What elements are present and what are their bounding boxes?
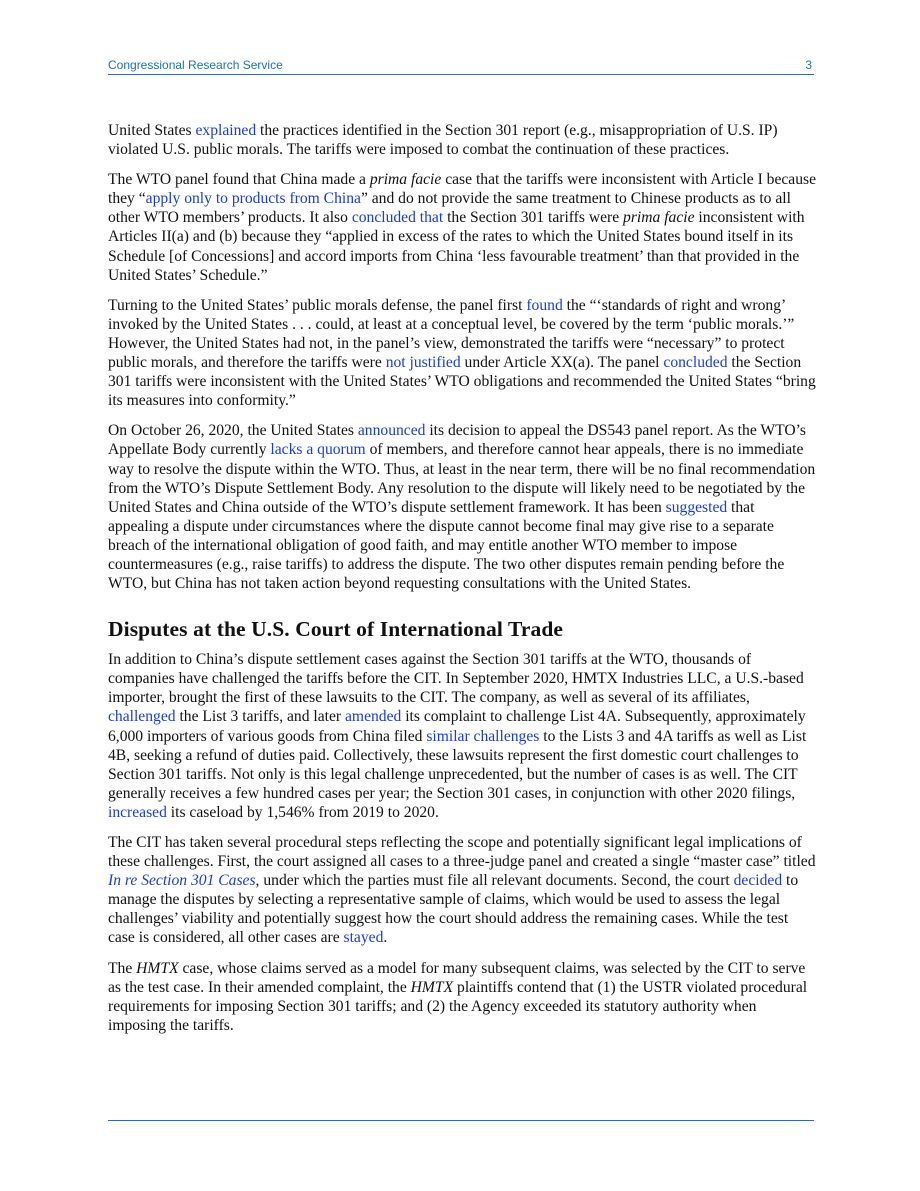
italic-text: HMTX xyxy=(136,959,179,977)
link-announced[interactable]: announced xyxy=(357,422,426,440)
link-found[interactable]: found xyxy=(526,296,563,314)
text-run: inconsistent with Articles II(a) and (b) because they “applied in excess of the rates to which the United States bound itself in its Schedule [of Concessions] and accord imports from China ‘less favourable treatment’ than that provided in the United States’ Schedule.” xyxy=(108,209,805,284)
text-run: that appealing a dispute under circumstances where the dispute cannot become final may give rise to a separate breach of the international obligation of good faith, and may entitle another WTO member to impose countermeasures (e.g., raise tariffs) to address the dispute. The two other disputes remain pending before the WTO, but China has not taken action beyond requesting consultations with the United States. xyxy=(108,498,785,593)
text-run: the “‘standards of right and wrong’ invoked by the United States . . . could, at least at a conceptual level, be covered by the term ‘public morals.’” However, the United States had not, in the panel’s view, demonstrated the tariffs were “necessary” to protect public morals, and therefore the tariffs were xyxy=(108,296,795,372)
paragraph-public-morals-defense xyxy=(108,296,818,411)
text-run: The xyxy=(108,959,137,977)
page-header xyxy=(108,58,814,73)
italic-text: HMTX xyxy=(410,978,454,996)
text-run: the Section 301 tariffs were xyxy=(443,209,624,227)
text-run: In addition to China’s dispute settlement cases against the Section 301 tariffs at the WTO, thousands of companies have challenged the tariffs before the CIT. In September 2020, HMTX Industries LLC, a U.S.-based importer, brought the first of these lawsuits to the CIT. The company, as well as several of its affiliates, xyxy=(108,651,804,707)
text-run: The WTO panel found that China made a xyxy=(108,171,370,189)
text-run: the practices identified in the Section 301 report (e.g., misappropriation of U.S. IP) violated U.S. public morals. The tariffs were imposed to combat the continuation of these practices. xyxy=(108,122,778,159)
paragraph-cit-procedural-steps xyxy=(108,833,818,948)
text-run: to manage the disputes by selecting a representative sample of claims, which would be used to assess the legal challenges’ viability and potentially suggest how the court should address the remaining cases. While the test case is considered, all other cases are xyxy=(108,872,799,947)
link-amended[interactable]: amended xyxy=(345,708,402,726)
link-increased[interactable]: increased xyxy=(108,803,167,821)
footer-divider xyxy=(108,1120,814,1121)
text-run: plaintiffs contend that (1) the USTR violated procedural requirements for imposing Section 301 tariffs; and (2) the Agency exceeded its statutory authority when imposing the tariffs. xyxy=(108,978,808,1034)
link-challenged[interactable]: challenged xyxy=(108,708,176,726)
text-run: ” and do not provide the same treatment to Chinese products as to all other WTO members’ products. It also xyxy=(108,190,791,227)
text-run: its caseload by 1,546% from 2019 to 2020. xyxy=(166,803,439,821)
document-body xyxy=(108,121,818,1046)
link-concluded-that[interactable]: concluded that xyxy=(351,209,444,227)
text-run: The CIT has taken several procedural steps reflecting the scope and potentially significant legal implications of these challenges. First, the court assigned all cases to a three-judge panel and created a single “master case” titled xyxy=(108,834,816,871)
text-run: United States xyxy=(108,122,196,139)
header-organization: Congressional Research Service xyxy=(108,58,283,72)
text-run: its decision to appeal the DS543 panel report. As the WTO’s Appellate Body currently xyxy=(108,422,806,459)
paragraph-wto-panel-found xyxy=(108,170,818,285)
text-run: its complaint to challenge List 4A. Subsequently, approximately 6,000 importers of various goods from China filed xyxy=(108,708,806,745)
text-run: Turning to the United States’ public morals defense, the panel first xyxy=(108,296,527,314)
text-run: under Article XX(a). The panel xyxy=(460,354,664,372)
paragraph-us-explained xyxy=(108,121,818,159)
text-run: to the Lists 3 and 4A tariffs as well as List 4B, seeking a refund of duties paid. Collectively, these lawsuits represent the first domestic court challenges to Section 301 tariffs. Not only is this legal challenge unprecedented, but the number of cases is as well. The CIT generally receives a few hundred cases per year; the Section 301 cases, in conjunction with other 2020 filings, xyxy=(108,727,807,802)
text-run: case, whose claims served as a model for many subsequent claims, was selected by the CIT to serve as the test case. In their amended complaint, the xyxy=(108,959,806,996)
header-divider xyxy=(108,74,814,75)
link-concluded[interactable]: concluded xyxy=(663,354,728,372)
section-heading-cit-disputes: Disputes at the U.S. Court of International Trade xyxy=(108,617,564,642)
paragraph-appeal-announcement xyxy=(108,421,818,593)
paragraph-hmtx-test-case xyxy=(108,959,818,1035)
text-run: of members, and therefore cannot hear appeals, there is no immediate way to resolve the dispute within the WTO. Thus, at least in the near term, there will be no final recommendation from the WTO’s Dispute Settlement Body. Any resolution to the dispute will likely need to be negotiated by the United States and China outside of the WTO’s dispute settlement framework. It has been xyxy=(108,441,816,516)
link-not-justified[interactable]: not justified xyxy=(385,354,461,372)
text-run: case that the tariffs were inconsistent with Article I because they “ xyxy=(108,171,817,208)
link-similar-challenges[interactable]: similar challenges xyxy=(426,727,540,745)
text-run: . xyxy=(383,929,388,947)
text-run: the Section 301 tariffs were inconsistent with the United States’ WTO obligations and recommended the United States “bring its measures into conformity.” xyxy=(108,354,816,410)
link-in-re-section-301-cases[interactable]: In re Section 301 Cases xyxy=(108,872,256,890)
italic-text: prima facie xyxy=(369,171,442,189)
paragraph-cit-challenges xyxy=(108,650,818,822)
page-number: 3 xyxy=(805,58,812,72)
link-suggested[interactable]: suggested xyxy=(665,498,728,516)
text-run: the List 3 tariffs, and later xyxy=(175,708,346,726)
link-decided[interactable]: decided xyxy=(733,872,783,890)
italic-text: prima facie xyxy=(623,209,695,227)
link-explained[interactable]: explained xyxy=(195,122,257,139)
text-run: , under which the parties must file all relevant documents. Second, the court xyxy=(255,872,734,890)
link-apply-only-to-products[interactable]: apply only to products from China xyxy=(145,190,361,208)
link-stayed[interactable]: stayed xyxy=(343,929,384,947)
link-lacks-a-quorum[interactable]: lacks a quorum xyxy=(270,441,366,459)
text-run: On October 26, 2020, the United States xyxy=(108,422,358,440)
